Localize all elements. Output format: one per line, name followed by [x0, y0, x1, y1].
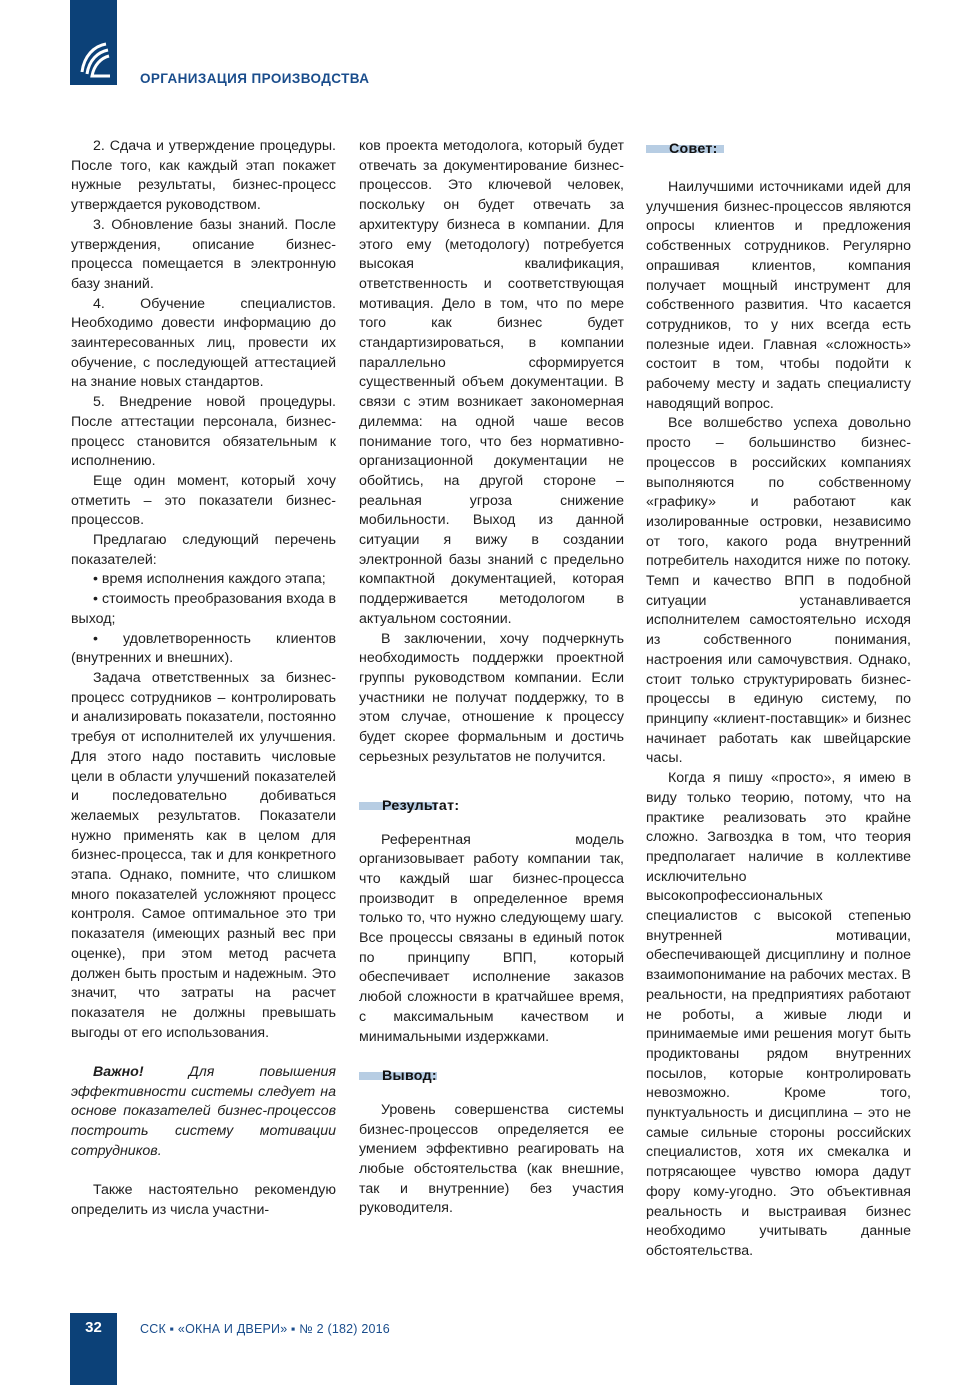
conclusion-heading: Вывод: [359, 1067, 624, 1089]
footer-brand-bar [70, 1313, 117, 1385]
paragraph: Задача ответственных за бизнес-процесс сотрудников – контролировать и анализировать показатели, постоянно требуя от исполнителей их улучшения. Для этого надо поставить числовые цели в области улучшений показателей и последовательно добиваться желаемых результатов. Показатели нужно применять как в целом для бизнес-процесса, так и для конкретного этапа. Однако, помните, что слишком много показателей усложняют процесс контроля. Самое оптимальное это три показателя (имеющих разный вес при оценке), при этом метод расчета должен быть простым и надежным. Это значит, что затраты на расчет показателя не должны превышать выгоды от его использования. [71, 669, 336, 1041]
magazine-logo-icon [76, 38, 112, 80]
paragraph: 2. Сдача и утверждение процедуры. После того, как каждый этап покажет нужные результаты, бизнес-процесс утверждается руководством. [71, 138, 336, 214]
important-note [71, 1063, 336, 1162]
paragraph: В заключении, хочу подчеркнуть необходимость поддержки проектной группы руководством компании. Если участники не получат поддержку, то в этом случае, отношение к процессу будет скорее формальным и достичь серьезных результатов не получится. [359, 630, 624, 765]
article-column-3 [646, 137, 911, 1262]
paragraph: ков проекта методолога, который будет отвечать за документирование бизнес-процессов. Это ключевой человек, поскольку он будет отвечать за архитектуру бизнеса в компании. Для этого ему (методологу) потребуется высокая квалификация, ответственность и соответствующая мотивация. Дело в том, что по мере того как бизнес будет стандартизироваться, в компании параллельно сформируется существенный объем документации. В связи с этим возникает закономерная дилемма: на одной чаше весов понимание того, что без нормативно-организационной документации не обойтись, на другой стороне – реальная угроза снижение мобильности. Выход из данной ситуации я вижу в создании электронной базы знаний с предельно компактной документацией, которая поддерживается методологом в актуальном состоянии. [359, 138, 624, 627]
paragraph: 3. Обновление базы знаний. После утверждения, описание бизнес-процесса помещается в электронную базу знаний. [71, 216, 336, 292]
article-column-2 [359, 137, 624, 1219]
paragraph: Также настоятельно рекомендую определить из числа участни- [71, 1182, 336, 1218]
important-label: Важно! [93, 1064, 144, 1081]
result-heading: Результат: [359, 797, 624, 819]
paragraph: Наилучшими источниками идей для улучшения бизнес-процессов являются опросы клиентов и предложения собственных сотрудников. Регулярно опрашивая клиентов, компания получает мощный инструмент для собственного развития. Что касается сотрудников, то у них всегда есть полезные идеи. Главная «сложность» состоит в том, чтобы подойти к рабочему месту и задать специалисту наводящий вопрос. [646, 179, 911, 412]
paragraph: Референтная модель организовывает работу компании так, что каждый шаг бизнес-процесса производит в определенное время только то, что нужно следующему шагу. Все процессы связаны в единый поток по принципу ВПП, который обеспечивает исполнение заказов любой сложности в кратчайшее время, с максимальным качеством и минимальными издержками. [359, 831, 624, 1045]
publication-info: ССК ▪ «ОКНА И ДВЕРИ» ▪ № 2 (182) 2016 [140, 1322, 390, 1336]
list-item: • время исполнения каждого этапа; [93, 571, 326, 588]
paragraph: Все волшебство успеха довольно просто – большинство бизнес-процессов в российских компаниях выполняются по собственному «графику» и работают как изолированные островки, независимо от того, какого рода внутренний потребитель находится ниже по потоку. Темп и качество ВПП в подобной ситуации устанавливается исполнителем самостоятельно исходя из собственного понимания, настроения или самочувствия. Однако, стоит только структурировать бизнес-процессы в единую систему, по принципу «клиент-поставщик» и бизнес начинает работать как швейцарские часы. [646, 415, 911, 767]
important-text: Для повышения эффективности системы следует на основе показателей бизнес-процессов построить систему мотивации сотрудников. [71, 1064, 336, 1159]
paragraph: 5. Внедрение новой процедуры. После аттестации персонала, бизнес-процесс становится обязательным к исполнению. [71, 394, 336, 470]
paragraph: Когда я пишу «просто», я имею в виду только теорию, потому, что на практике реализовать это крайне сложно. Загвоздка в том, что теория предполагает наличие в коллективе исключительно высокопрофессиональных специалистов с высокой степенью внутренней мотивации, обеспечивающей дисциплину и полное взаимопонимание на рабочих местах. В реальности, на предприятиях работают не роботы, а живые люди и принимаемые ими решения могут быть продиктованы рядом внутренних посылов, которые контролировать невозможно. Кроме того, пунктуальность и дисциплина – это не самые сильные стороны российских специалистов, хотя их смекалка и потрясающее чувство юмора дадут фору кому-угодно. Это объективная реальность и выстраивая бизнес необходимо учитывать данные обстоятельства. [646, 770, 911, 1259]
header-brand-bar [70, 0, 117, 85]
list-item: • стоимость преобразования входа в выход; [71, 591, 336, 627]
paragraph: 4. Обучение специалистов. Необходимо довести информацию до заинтересованных лиц, провести их обучение, с последующей аттестацией на знание новых стандартов. [71, 295, 336, 391]
paragraph: Предлагаю следующий перечень показателей: [71, 532, 336, 568]
advice-heading: Совет: [646, 140, 911, 162]
paragraph: Уровень совершенства системы бизнес-процессов определяется ее умением эффективно реагировать на любые обстоятельства (как внешние, так и внутренние) без участия руководителя. [359, 1101, 624, 1217]
page-number: 32 [85, 1319, 102, 1336]
paragraph: Еще один момент, который хочу отметить – это показатели бизнес-процессов. [71, 472, 336, 529]
list-item: • удовлетворенность клиентов (внутренних и внешних). [71, 630, 336, 667]
section-title: ОРГАНИЗАЦИЯ ПРОИЗВОДСТВА [140, 71, 370, 86]
article-column-1 [71, 137, 336, 1221]
